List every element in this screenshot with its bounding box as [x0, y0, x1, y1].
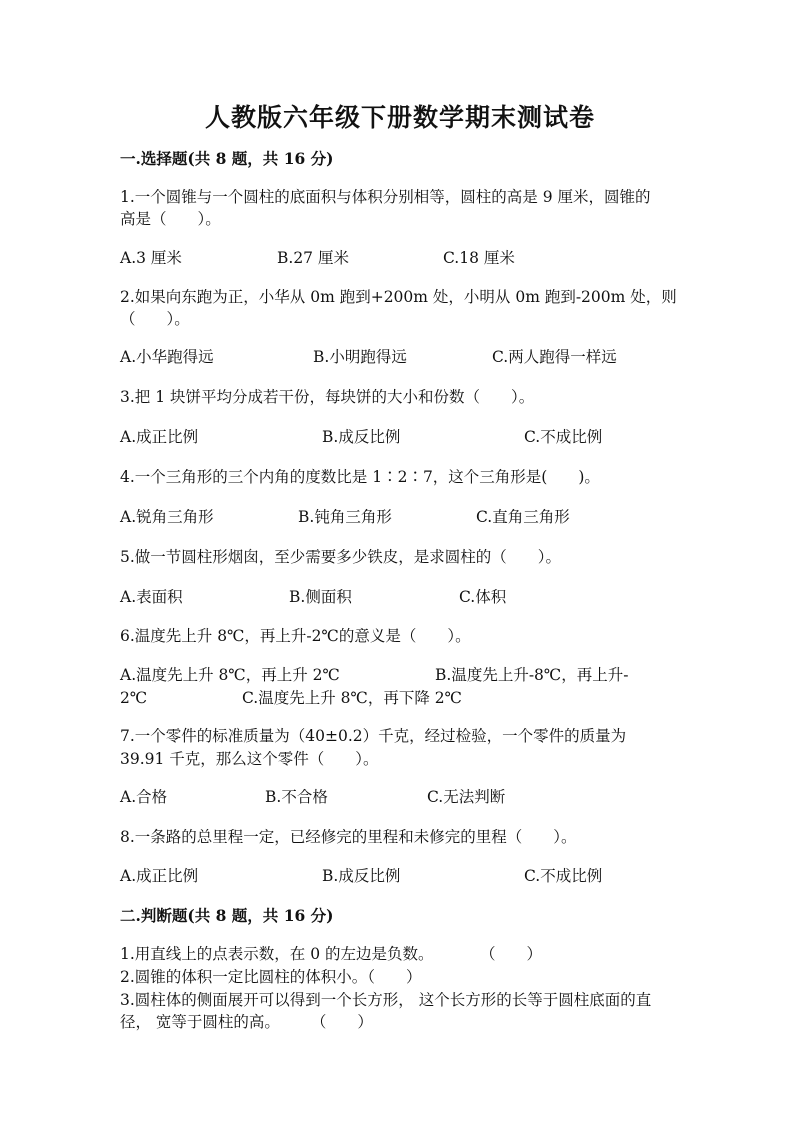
question-6-stem: 6.温度先上升 8℃，再上升-2℃的意义是（ ）。 — [120, 627, 471, 645]
judge-item-3-cont: 径， 宽等于圆柱的高。 （ ） — [120, 1013, 373, 1031]
question-8-stem: 8.一条路的总里程一定，已经修完的里程和未修完的里程（ ）。 — [120, 828, 577, 846]
question-1-stem: 1.一个圆锥与一个圆柱的底面积与体积分别相等，圆柱的高是 9 厘米，圆锥的 — [120, 188, 651, 206]
question-8-option-b: B.成反比例 — [322, 867, 401, 885]
question-4-stem: 4.一个三角形的三个内角的度数比是 1∶2∶7，这个三角形是( )。 — [120, 468, 600, 486]
question-2-stem-cont: （ ）。 — [120, 310, 190, 328]
question-3-option-b: B.成反比例 — [322, 428, 401, 446]
question-6-option-c: C.温度先上升 8℃，再下降 2℃ — [242, 689, 462, 707]
question-5-option-c: C.体积 — [459, 588, 507, 606]
question-1-option-a: A.3 厘米 — [120, 249, 182, 267]
question-1-option-b: B.27 厘米 — [277, 249, 349, 267]
question-3-stem: 3.把 1 块饼平均分成若干份，每块饼的大小和份数（ ）。 — [120, 388, 535, 406]
question-2-option-b: B.小明跑得远 — [313, 348, 407, 366]
question-1-stem-cont: 高是（ ）。 — [120, 210, 221, 228]
question-4-option-a: A.锐角三角形 — [120, 508, 214, 526]
question-8-option-c: C.不成比例 — [524, 867, 603, 885]
question-6-option-b-cont: 2℃ — [120, 689, 148, 707]
question-2-option-a: A.小华跑得远 — [120, 348, 214, 366]
question-7-option-c: C.无法判断 — [427, 788, 506, 806]
question-6-option-a: A.温度先上升 8℃，再上升 2℃ — [120, 666, 340, 684]
question-4-option-c: C.直角三角形 — [476, 508, 570, 526]
section-heading-choice: 一.选择题(共 8 题，共 16 分) — [120, 149, 334, 168]
question-2-option-c: C.两人跑得一样远 — [492, 348, 617, 366]
judge-item-1: 1.用直线上的点表示数，在 0 的左边是负数。 （ ） — [120, 945, 543, 963]
judge-item-2: 2.圆锥的体积一定比圆柱的体积小。（ ） — [120, 968, 422, 986]
question-5-option-a: A.表面积 — [120, 588, 183, 606]
question-7-stem-cont: 39.91 千克，那么这个零件（ ）。 — [120, 750, 379, 768]
question-3-option-a: A.成正比例 — [120, 428, 199, 446]
question-7-option-b: B.不合格 — [265, 788, 328, 806]
question-3-option-c: C.不成比例 — [524, 428, 603, 446]
section-heading-true-false: 二.判断题(共 8 题，共 16 分) — [120, 906, 334, 925]
question-5-stem: 5.做一节圆柱形烟囱，至少需要多少铁皮，是求圆柱的（ ）。 — [120, 548, 562, 566]
question-5-option-b: B.侧面积 — [289, 588, 352, 606]
question-1-option-c: C.18 厘米 — [443, 249, 515, 267]
page-title: 人教版六年级下册数学期末测试卷 — [204, 103, 595, 132]
question-2-stem: 2.如果向东跑为正，小华从 0m 跑到+200m 处，小明从 0m 跑到-200m 处，则 — [120, 288, 677, 306]
question-6-option-b: B.温度先上升-8℃，再上升- — [435, 666, 629, 684]
question-7-option-a: A.合格 — [120, 788, 168, 806]
question-8-option-a: A.成正比例 — [120, 867, 199, 885]
question-4-option-b: B.钝角三角形 — [298, 508, 392, 526]
question-7-stem: 7.一个零件的标准质量为（40±0.2）千克，经过检验，一个零件的质量为 — [120, 727, 627, 745]
judge-item-3: 3.圆柱体的侧面展开可以得到一个长方形， 这个长方形的长等于圆柱底面的直 — [120, 991, 652, 1009]
